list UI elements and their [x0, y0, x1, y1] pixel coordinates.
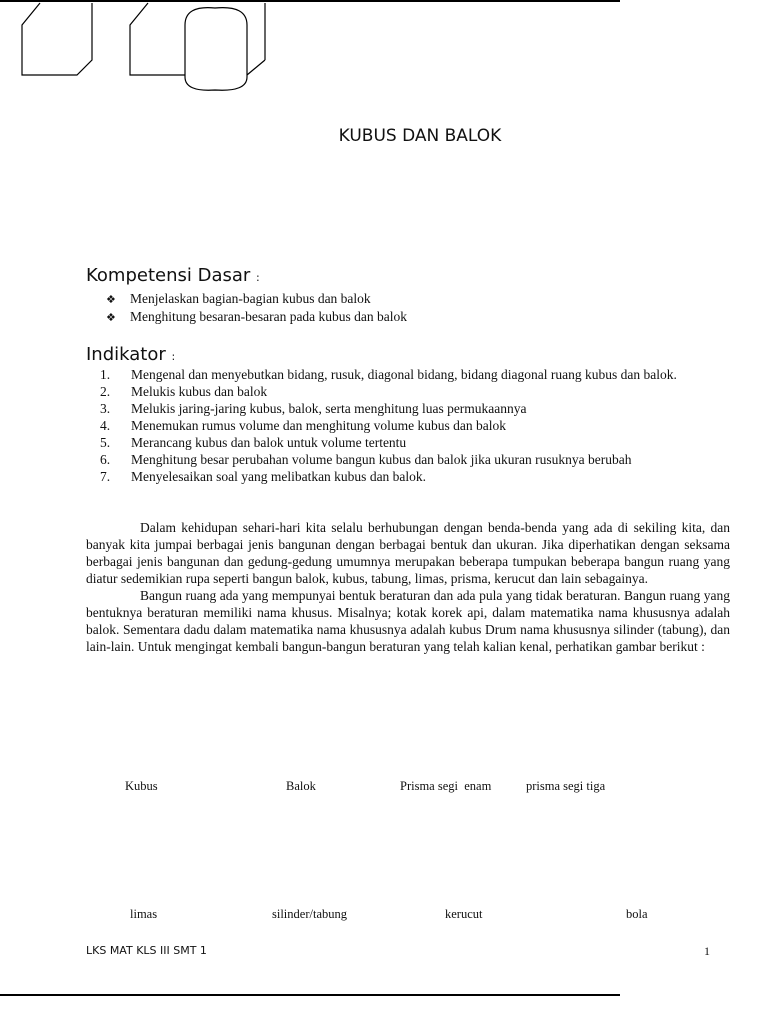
- kompetensi-list: [106, 290, 407, 326]
- prism-outline-left: [22, 3, 92, 75]
- list-item: 3. Melukis jaring-jaring kubus, balok, serta menghitung luas permukaannya: [100, 401, 527, 416]
- list-item: ❖ Menghitung besaran-besaran pada kubus dan balok: [106, 308, 407, 326]
- indikator-heading: [86, 344, 175, 365]
- list-item: 7. Menyelesaikan soal yang melibatkan kubus dan balok.: [100, 469, 427, 484]
- list-item: 2. Melukis kubus dan balok: [100, 384, 268, 399]
- indikator-list: [100, 366, 730, 485]
- diamond-bullet-icon: ❖: [106, 311, 116, 324]
- cylinder-outline: [185, 8, 247, 91]
- page-title: KUBUS DAN BALOK: [338, 126, 502, 146]
- kompetensi-heading: [86, 265, 260, 286]
- caption-kerucut: kerucut: [445, 907, 483, 921]
- paragraph: Dalam kehidupan sehari-hari kita selalu berhubungan dengan benda-benda yang ada di sekiling kita, dan banyak kita jumpai berbagai jenis bangunan dengan berbagai bentuk dan ukuran. Jika diperhatikan dengan seksama berbagai jenis bangunan dan gedung-gedung umumnya merupakan beberapa tumpukan beberapa bangun ruang yang diatur sedemikian rupa seperti bangun balok, kubus, tabung, limas, prisma, kerucut dan lain sebagainya.: [86, 520, 730, 586]
- page-number: 1: [704, 944, 710, 958]
- caption-bola: bola: [626, 907, 648, 921]
- list-item: 4. Menemukan rumus volume dan menghitung volume kubus dan balok: [100, 418, 506, 433]
- header-shapes-illustration: [0, 0, 280, 100]
- paragraph: Bangun ruang ada yang mempunyai bentuk beraturan dan ada pula yang tidak beraturan. Bangun ruang yang bentuknya beraturan memiliki nama khusus. Misalnya; kotak korek api, dalam matematika nama khususnya adalah balok. Sementara dadu dalam matematika nama khususnya adalah kubus Drum nama khususnya silinder (tabung), dan lain-lain. Untuk mengingat kembali bangun-bangun beraturan yang telah kalian kenal, perhatikan gambar berikut :: [86, 588, 730, 654]
- list-item: 5. Merancang kubus dan balok untuk volume tertentu: [100, 435, 407, 450]
- indikator-heading-colon: :: [171, 350, 176, 363]
- footer-label: LKS MAT KLS III SMT 1: [86, 944, 207, 957]
- bottom-rule: [0, 994, 620, 996]
- caption-kubus: Kubus: [125, 779, 158, 793]
- caption-balok: Balok: [286, 779, 316, 793]
- caption-prisma-segi-enam: Prisma segi enam: [400, 779, 492, 793]
- caption-limas: limas: [130, 907, 158, 921]
- diamond-bullet-icon: ❖: [106, 293, 116, 306]
- prism-outline-right: [130, 3, 185, 75]
- caption-silinder: silinder/tabung: [272, 907, 347, 921]
- body-text: [86, 519, 730, 655]
- list-item: ❖ Menjelaskan bagian-bagian kubus dan balok: [106, 290, 407, 308]
- list-item: 1. Mengenal dan menyebutkan bidang, rusuk, diagonal bidang, bidang diagonal ruang kubus dan balok.: [100, 367, 677, 382]
- indikator-heading-text: Indikator: [86, 344, 166, 365]
- list-item: 6. Menghitung besar perubahan volume bangun kubus dan balok jika ukuran rusuknya berubah: [100, 452, 632, 467]
- kompetensi-heading-text: Kompetensi Dasar: [86, 265, 251, 286]
- kompetensi-heading-colon: :: [256, 271, 260, 284]
- caption-prisma-segi-tiga: prisma segi tiga: [526, 779, 606, 793]
